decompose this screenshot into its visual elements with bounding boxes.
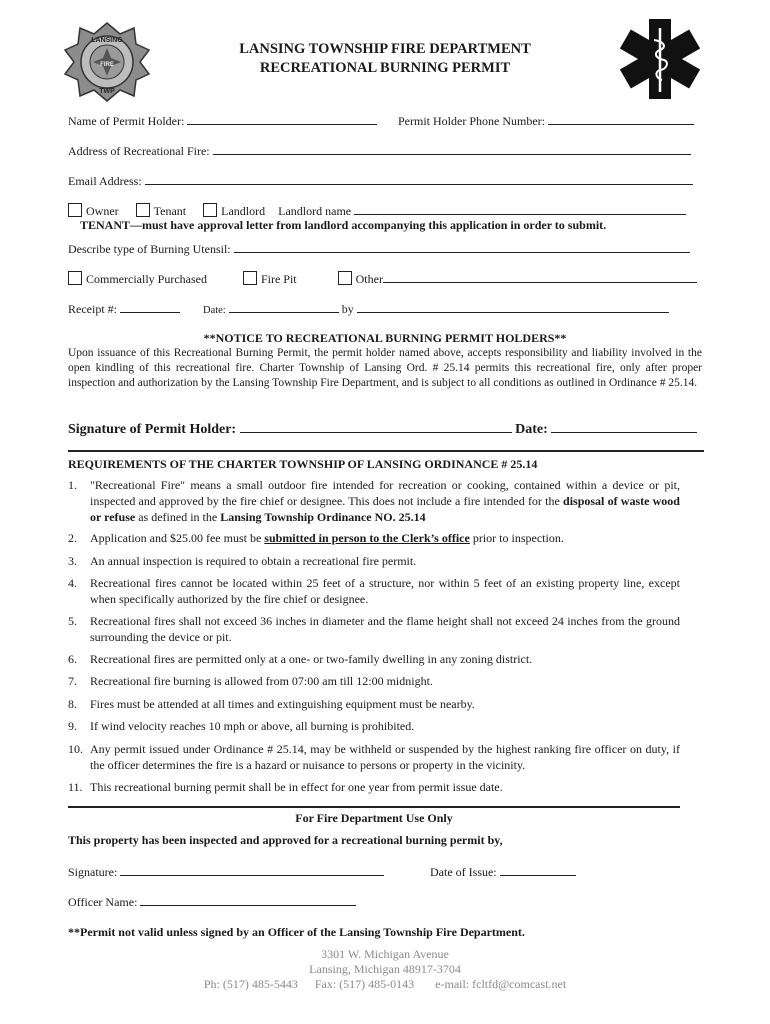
- firepit-label: Fire Pit: [260, 272, 297, 286]
- other-input[interactable]: [383, 271, 697, 283]
- address-input[interactable]: [213, 143, 691, 155]
- requirement-item: 3. An annual inspection is required to obtain a recreational fire permit.: [68, 554, 417, 568]
- owner-checkbox[interactable]: [68, 203, 82, 217]
- utensil-field-row: [68, 241, 690, 257]
- issue-date-label: Date of Issue:: [430, 865, 497, 879]
- receipt-date-input[interactable]: [229, 301, 339, 313]
- utensil-label: Describe type of Burning Utensil:: [68, 242, 231, 256]
- email-label: Email Address:: [68, 174, 142, 188]
- utensil-input[interactable]: [234, 241, 690, 253]
- footer-email[interactable]: e-mail: fcltfd@comcast.net: [435, 977, 567, 991]
- office-signature-row: [68, 864, 384, 880]
- signature-label: Signature of Permit Holder:: [68, 422, 237, 437]
- requirement-item: 9. If wind velocity reaches 10 mph or above, all burning is prohibited.: [68, 719, 415, 733]
- phone-field-row: [398, 113, 694, 129]
- landlord-name-input[interactable]: [354, 203, 686, 215]
- tenant-checkbox[interactable]: [136, 203, 150, 217]
- receipt-row: [68, 301, 669, 317]
- address-label: Address of Recreational Fire:: [68, 144, 210, 158]
- requirement-item: 10. Any permit issued under Ordinance # 25.14, may be withheld or suspended by the highest ranking fire officer on duty, if the officer determines the fire is a hazard or nuisance to persons or property in the vicinity.: [68, 742, 680, 772]
- svg-text:LANSING: LANSING: [91, 37, 123, 44]
- landlord-checkbox[interactable]: [203, 203, 217, 217]
- requirement-item: 5. Recreational fires shall not exceed 36 inches in diameter and the flame height shall not exceed 24 inches from the ground surrounding the device or pit.: [68, 614, 680, 644]
- commercial-checkbox[interactable]: [68, 271, 82, 285]
- receipt-label: Receipt #:: [68, 302, 117, 316]
- requirement-item: 6. Recreational fires are permitted only at a one- or two-family dwelling in any zoning district.: [68, 652, 533, 666]
- svg-text:FIRE: FIRE: [100, 62, 114, 68]
- signature-row: [68, 421, 697, 438]
- email-field-row: [68, 173, 693, 189]
- by-input[interactable]: [357, 301, 669, 313]
- notice-heading: **NOTICE TO RECREATIONAL BURNING PERMIT HOLDERS**: [203, 331, 567, 345]
- holder-type-row: [68, 203, 686, 219]
- by-label: by: [341, 302, 354, 316]
- issue-date-row: [430, 864, 576, 880]
- page-title: RECREATIONAL BURNING PERMIT: [259, 60, 511, 76]
- signature-date-input[interactable]: [551, 421, 697, 433]
- office-signature-label: Signature:: [68, 865, 118, 879]
- footer-contact: [0, 977, 770, 992]
- tenant-label: Tenant: [153, 204, 187, 218]
- name-field-row: [68, 113, 377, 129]
- requirement-item: 1. "Recreational Fire" means a small outdoor fire intended for recreation or cooking, contained within a device or pit, inspected and approved by the fire chief or designee. This does not include a fire intended for the disposal of waste wood or refuse as defined in the Lansing Township Ordinance NO. 25.14: [68, 478, 680, 524]
- divider: [68, 806, 680, 808]
- tenant-note: TENANT—must have approval letter from landlord accompanying this application in order to submit.: [80, 218, 607, 232]
- office-signature-input[interactable]: [120, 864, 384, 876]
- owner-label: Owner: [86, 204, 119, 218]
- receipt-input[interactable]: [120, 301, 180, 313]
- requirement-item: 2. Application and $25.00 fee must be submitted in person to the Clerk’s office prior to inspection.: [68, 531, 564, 545]
- footer-address-1: 3301 W. Michigan Avenue: [321, 947, 449, 961]
- signature-date-label: Date:: [515, 422, 548, 437]
- requirement-item: 7. Recreational fire burning is allowed from 07:00 am till 12:00 midnight.: [68, 674, 433, 688]
- phone-label: Permit Holder Phone Number:: [398, 114, 545, 128]
- footer-fax: Fax: (517) 485-0143: [314, 977, 415, 991]
- svg-text:TWP: TWP: [99, 88, 115, 95]
- officer-name-row: [68, 894, 356, 910]
- receipt-date-label: Date:: [202, 305, 226, 316]
- fire-department-seal: [62, 20, 152, 104]
- landlord-label: Landlord: [221, 204, 266, 218]
- approved-text: This property has been inspected and approved for a recreational burning permit by,: [68, 833, 503, 847]
- divider: [68, 450, 704, 452]
- requirement-item: 11. This recreational burning permit shall be in effect for one year from permit issue date.: [68, 780, 503, 794]
- footer-address-2: Lansing, Michigan 48917-3704: [309, 962, 461, 976]
- officer-name-label: Officer Name:: [68, 895, 138, 909]
- requirements-heading: REQUIREMENTS OF THE CHARTER TOWNSHIP OF LANSING ORDINANCE # 25.14: [68, 457, 538, 471]
- requirement-item: 8. Fires must be attended at all times and extinguishing equipment must be nearby.: [68, 697, 475, 711]
- not-valid-notice: **Permit not valid unless signed by an Officer of the Lansing Township Fire Department.: [68, 925, 525, 939]
- signature-input[interactable]: [240, 421, 512, 433]
- phone-input[interactable]: [548, 113, 694, 125]
- commercial-label: Commercially Purchased: [86, 272, 207, 286]
- star-of-life-icon: [617, 18, 703, 100]
- name-input[interactable]: [187, 113, 377, 125]
- landlord-name-label: Landlord name: [278, 204, 352, 218]
- notice-body: Upon issuance of this Recreational Burning Permit, the permit holder named above, accepts responsibility and liability involved in the open kindling of this recreational fire. Charter Township of Lansing Ord. # 25.14 permits this recreational fire, only after proper inspection and authorization by the Lansing Township Fire Department, and is subject to all conditions as outlined in Ordinance # 25.14.: [68, 347, 702, 389]
- footer-phone: Ph: (517) 485-5443: [203, 977, 298, 991]
- department-name: LANSING TOWNSHIP FIRE DEPARTMENT: [239, 41, 531, 57]
- other-checkbox[interactable]: [338, 271, 352, 285]
- officer-name-input[interactable]: [140, 894, 356, 906]
- name-label: Name of Permit Holder:: [68, 114, 185, 128]
- email-input[interactable]: [145, 173, 693, 185]
- address-field-row: [68, 143, 691, 159]
- issue-date-input[interactable]: [500, 864, 576, 876]
- utensil-type-row: [68, 271, 697, 287]
- requirement-item: 4. Recreational fires cannot be located within 25 feet of a structure, nor within 5 feet of an existing property line, except when specifically authorized by the fire chief or designee.: [68, 576, 680, 606]
- other-label: Other: [355, 272, 383, 286]
- firepit-checkbox[interactable]: [243, 271, 257, 285]
- office-heading: For Fire Department Use Only: [295, 811, 453, 825]
